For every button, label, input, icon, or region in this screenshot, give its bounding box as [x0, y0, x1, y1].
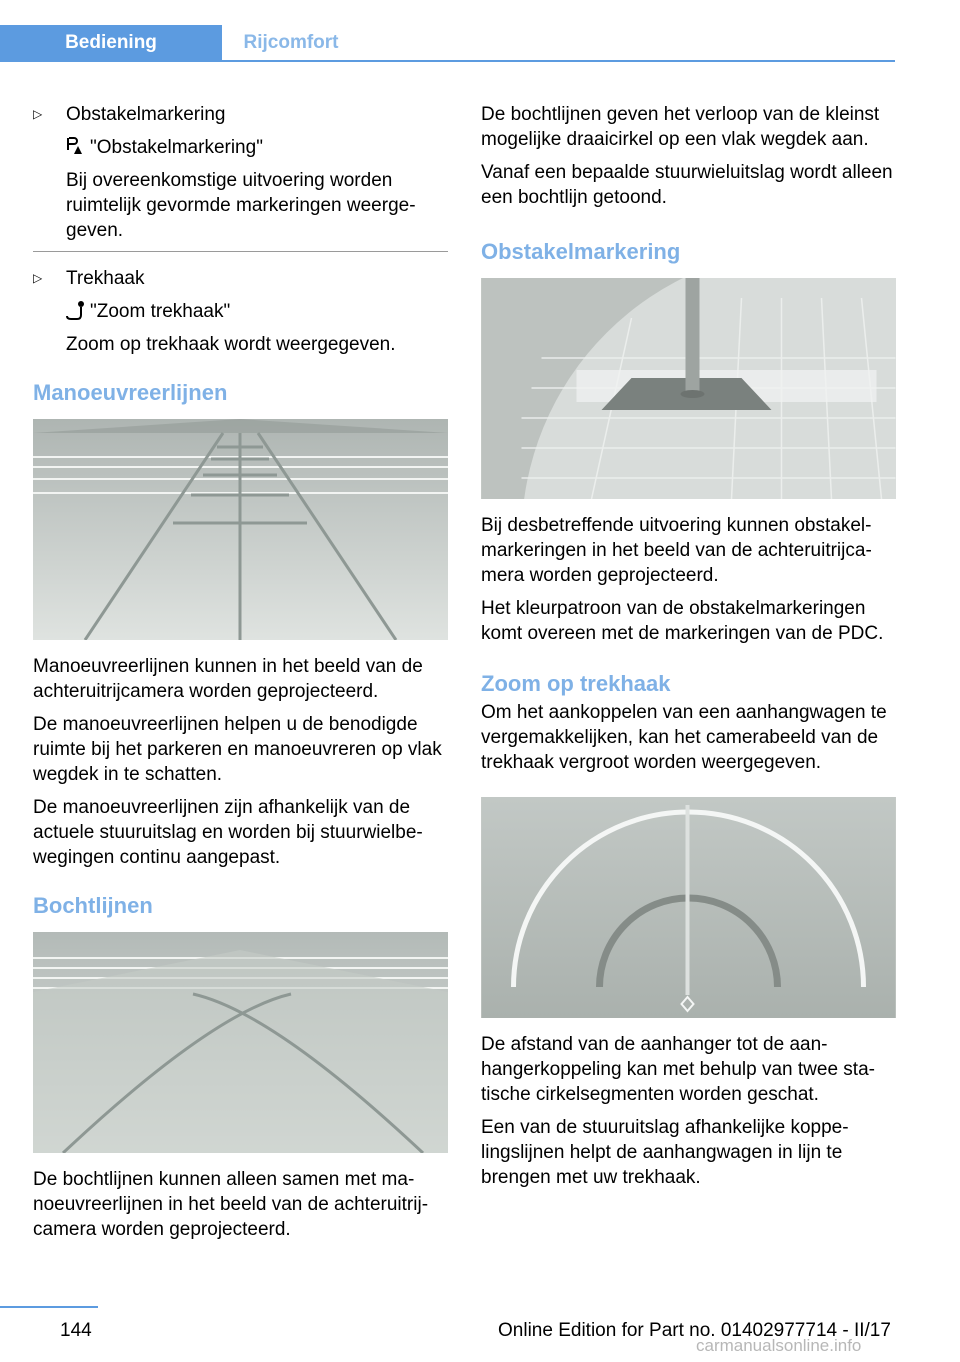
paragraph: De afstand van de aanhanger tot de aanhangerkoppeling kan met behulp van twee statische cirkelsegmenten worden geschat.: [481, 1034, 875, 1105]
right-column: [481, 102, 895, 1198]
tab-rijcomfort[interactable]: Rijcomfort: [243, 32, 339, 53]
triangle-bullet-icon: ▷: [33, 107, 43, 121]
menu-label: "Obstakelmarkering": [90, 137, 263, 158]
paragraph: Een van de stuuruitslag afhankelijke koppelingslijnen helpt de aanhangwagen in lijn te brengen met uw trekhaak.: [481, 1117, 849, 1188]
left-column: [33, 102, 448, 1250]
menu-label: "Zoom trekhaak": [90, 301, 231, 322]
section-heading-zoom-op-trekhaak: Zoom op trekhaak: [481, 671, 671, 696]
list-item-title: Trekhaak: [66, 268, 145, 289]
trailer-hitch-icon: [66, 300, 84, 320]
list-item-title: Obstakelmarkering: [66, 104, 226, 125]
section-heading-bochtlijnen: Bochtlijnen: [33, 893, 153, 918]
edition-footer: Online Edition for Part no. 01402977714 - II/17: [498, 1320, 891, 1341]
list-item-obstakelmarkering: [33, 102, 448, 243]
paragraph: De bochtlijnen kunnen alleen samen met manoeuvreerlijnen in het beeld van de achteruitrijcamera worden geprojecteerd.: [33, 1169, 429, 1240]
section-heading-obstakelmarkering: Obstakelmarkering: [481, 239, 681, 264]
paragraph: De manoeuvreerlijnen helpen u de benodigde ruimte bij het parkeren en manoeuvreren op vlak wegdek in te schatten.: [33, 714, 442, 785]
list-item-text: Zoom op trekhaak wordt weergegeven.: [66, 334, 396, 355]
manoeuvring-lines-figure: [33, 419, 448, 640]
paragraph: De manoeuvreerlijnen zijn afhankelijk van de actuele stuuruitslag en worden bij stuurwielbewegingen continu aangepast.: [33, 797, 423, 868]
list-item-text: Bij overeenkomstige uitvoering worden ruimtelijk gevormde markeringen weergegeven.: [66, 170, 416, 241]
list-item-trekhaak: [33, 266, 448, 357]
trailer-hitch-zoom-figure: [481, 797, 896, 1018]
paragraph: Manoeuvreerlijnen kunnen in het beeld van de achteruitrijcamera worden geprojecteerd.: [33, 656, 423, 702]
triangle-bullet-icon: ▷: [33, 271, 43, 285]
divider: [33, 251, 448, 252]
watermark: carmanualsonline.info: [696, 1336, 862, 1355]
page-number-rule: [0, 1306, 98, 1308]
paragraph: Bij desbetreffende uitvoering kunnen obstakelmarkeringen in het beeld van de achteruitrijcamera worden geprojecteerd.: [481, 515, 872, 586]
paragraph: Het kleurpatroon van de obstakelmarkeringen komt overeen met de markeringen van de PDC.: [481, 598, 884, 644]
section-heading-manoeuvreerlijnen: Manoeuvreerlijnen: [33, 380, 228, 405]
obstacle-marking-icon: [66, 136, 84, 156]
obstacle-marking-figure: [481, 278, 896, 499]
paragraph: Om het aankoppelen van een aanhangwagen te vergemakkelijken, kan het camerabeeld van de trekhaak vergroot worden weergegeven.: [481, 702, 887, 773]
tab-bediening[interactable]: Bediening: [0, 25, 222, 61]
paragraph: Vanaf een bepaalde stuurwieluitslag wordt alleen een bochtlijn getoond.: [481, 162, 893, 208]
menu-item-line: [66, 299, 448, 324]
header-rule: [0, 60, 895, 62]
page-number: 144: [60, 1320, 92, 1341]
menu-item-line: [66, 135, 448, 160]
curve-lines-figure: [33, 932, 448, 1153]
paragraph: De bochtlijnen geven het verloop van de kleinst mogelijke draaicirkel op een vlak wegdek aan.: [481, 104, 880, 150]
